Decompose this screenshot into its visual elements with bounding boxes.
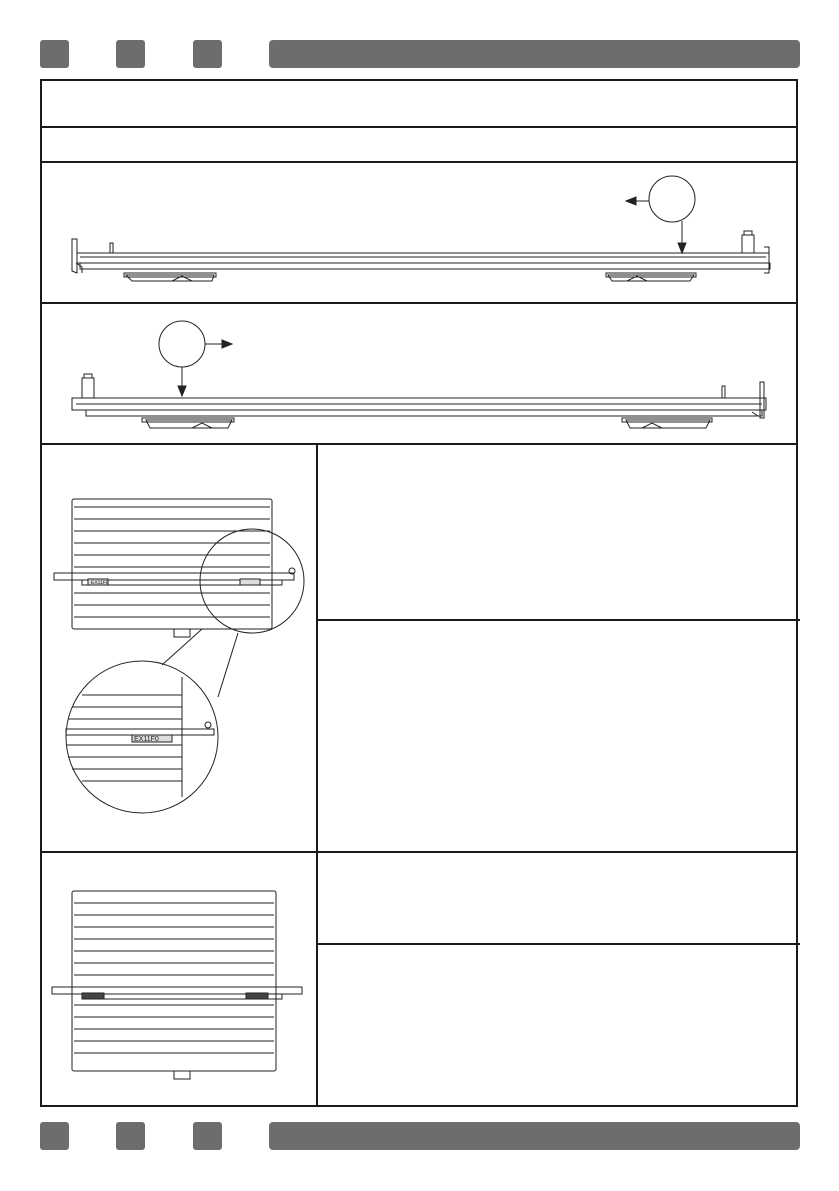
header-block-1: [40, 40, 69, 68]
rail-figure-row-1: [42, 163, 796, 304]
instruction-frame: [40, 79, 798, 1107]
telescopic-rail-right-illustration: [42, 163, 800, 304]
footer-block-3: [193, 1122, 222, 1150]
callout-circle-1: [649, 176, 695, 222]
callout-circle-2: [159, 321, 205, 367]
footer-block-2: [116, 1122, 145, 1150]
cell-divider-1: [316, 619, 800, 621]
rack-placed-row: [42, 853, 796, 1107]
header-block-2: [116, 40, 145, 68]
cell-divider-2: [316, 943, 800, 945]
subtitle-row: [42, 128, 796, 163]
rack-with-rails-illustration: [42, 445, 316, 851]
rail-figure-row-2: [42, 304, 796, 445]
footer-bar: [269, 1122, 800, 1150]
telescopic-rail-left-illustration: [42, 304, 800, 445]
rack-tag-small-1: EX11F0: [91, 580, 109, 586]
rack-on-rails-illustration: [42, 853, 316, 1107]
footer-block-1: [40, 1122, 69, 1150]
rack-install-row: [42, 445, 796, 853]
rack-tag-zoom: EX11F0: [134, 736, 159, 743]
column-divider-1: [316, 445, 318, 851]
title-row: [42, 81, 796, 128]
header-block-3: [193, 40, 222, 68]
column-divider-2: [316, 853, 318, 1107]
header-bar: [269, 40, 800, 68]
